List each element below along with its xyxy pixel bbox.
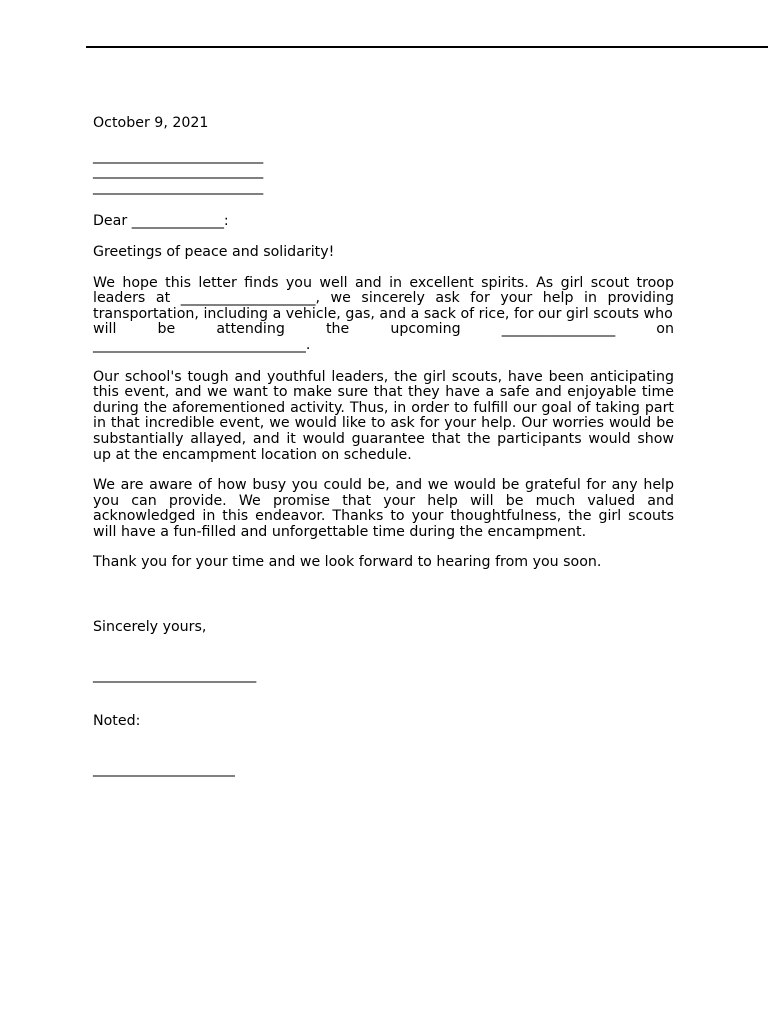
paragraph-request-text: We hope this letter finds you well and in excellent spirits. As girl scout troop leaders at ___________________, we sincerely ask for your help in providing transportation, including a vehicle, gas, and a sack of rice, for our girl scouts who bbox=[93, 274, 674, 322]
word: upcoming bbox=[390, 321, 461, 338]
paragraph-thanks: Thank you for your time and we look forward to hearing from you soon. bbox=[93, 554, 602, 571]
paragraph-anticipation: Our school's tough and youthful leaders, the girl scouts, have been anticipating this event, and we want to make sure that they have a safe and enjoyable time during the aforementioned activity. Thus, in order to fulfill our goal of taking part in that incredible event, we would like to ask for your help. Our worries would be substantially allayed, and it would guarantee that the participants would show up at the encampment location on schedule. bbox=[93, 368, 674, 463]
event-blank: ________________ bbox=[501, 321, 616, 338]
address-line: ________________________ bbox=[93, 163, 264, 180]
word: be bbox=[157, 321, 176, 338]
address-line: ________________________ bbox=[93, 178, 264, 195]
closing: Sincerely yours, bbox=[93, 619, 207, 636]
paragraph-gratitude: We are aware of how busy you could be, and we would be grateful for any help you can provide. We promise that your help will be much valued and acknowledged in this endeavor. Thanks to your thoughtfulness, the girl scouts will have a fun-filled and unforgettable time during the encampment. bbox=[93, 477, 674, 540]
salutation: Dear _____________: bbox=[93, 213, 229, 230]
word: will bbox=[93, 321, 117, 338]
address-line: ________________________ bbox=[93, 147, 264, 164]
date-blank: ______________________________. bbox=[93, 336, 311, 353]
letter-body bbox=[93, 116, 674, 777]
noted-signature-line: ____________________ bbox=[93, 760, 235, 777]
paragraph-request bbox=[93, 276, 674, 354]
greeting: Greetings of peace and solidarity! bbox=[93, 243, 335, 260]
noted-label: Noted: bbox=[93, 713, 141, 730]
word: attending bbox=[216, 321, 285, 338]
paragraph-request-justified-line bbox=[93, 322, 674, 338]
letter-date: October 9, 2021 bbox=[93, 115, 209, 131]
word: on bbox=[656, 321, 674, 338]
recipient-address-block bbox=[93, 149, 674, 196]
word: the bbox=[325, 321, 350, 338]
signature-line: _______________________ bbox=[93, 666, 257, 683]
header-rule bbox=[86, 46, 768, 48]
